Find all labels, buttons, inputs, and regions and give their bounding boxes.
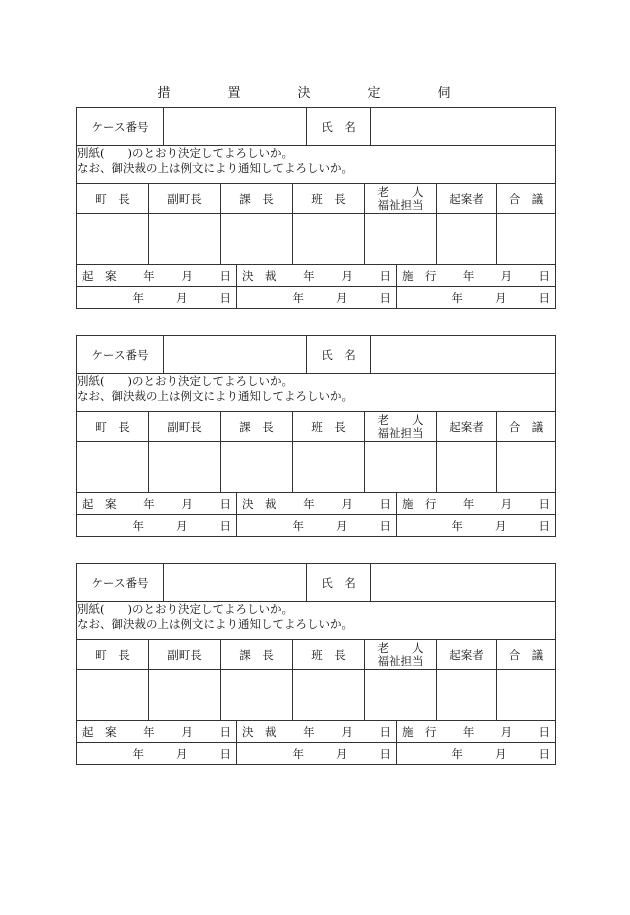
message-line-1: 別紙( )のとおり決定してよろしいか。 <box>77 602 293 616</box>
deputy-mayor-label: 副町長 <box>149 640 221 670</box>
stamp-box-drafter[interactable] <box>437 442 497 493</box>
stamp-box-drafter[interactable] <box>437 670 497 721</box>
consultation-label: 合 議 <box>497 184 556 214</box>
month-label: 月 <box>495 746 507 761</box>
name-label: 氏 名 <box>307 108 371 146</box>
month-label: 月 <box>176 746 188 761</box>
month-label: 月 <box>176 518 188 533</box>
stamp-box-team-leader[interactable] <box>293 670 365 721</box>
enforce-label: 施 行 <box>402 724 437 739</box>
year-label: 年 <box>292 290 304 305</box>
decision-date-2-cell[interactable] <box>237 743 397 765</box>
decision-label: 決 裁 <box>242 496 277 511</box>
year-label: 年 <box>143 268 155 283</box>
header-row <box>76 107 556 146</box>
month-label: 月 <box>495 290 507 305</box>
elder-welfare-label <box>365 412 437 442</box>
team-leader-label: 班 長 <box>293 184 365 214</box>
month-label: 月 <box>181 496 193 511</box>
name-field[interactable] <box>371 564 556 602</box>
day-label: 日 <box>219 268 231 283</box>
draft-date-2-cell[interactable] <box>77 515 237 537</box>
stamp-box-deputy-mayor[interactable] <box>149 670 221 721</box>
month-label: 月 <box>181 268 193 283</box>
day-label: 日 <box>379 290 391 305</box>
day-label: 日 <box>219 724 231 739</box>
day-label: 日 <box>538 268 550 283</box>
elder-welfare-label <box>365 184 437 214</box>
town-mayor-label: 町 長 <box>77 412 149 442</box>
name-label: 氏 名 <box>307 336 371 374</box>
deputy-mayor-label: 副町長 <box>149 412 221 442</box>
stamp-box-elder-welfare[interactable] <box>365 670 437 721</box>
header-row <box>76 335 556 374</box>
elder-welfare-line-1: 老 人 <box>377 640 424 655</box>
drafter-label: 起案者 <box>437 184 497 214</box>
month-label: 月 <box>336 290 348 305</box>
month-label: 月 <box>341 268 353 283</box>
draft-date-2-cell[interactable] <box>77 287 237 309</box>
decision-label: 決 裁 <box>242 724 277 739</box>
approval-form-1 <box>76 107 556 309</box>
approval-form-2 <box>76 335 556 537</box>
decision-date-cell[interactable] <box>237 265 397 287</box>
enforce-label: 施 行 <box>402 496 437 511</box>
month-label: 月 <box>495 518 507 533</box>
month-label: 月 <box>181 724 193 739</box>
consultation-label: 合 議 <box>497 412 556 442</box>
day-label: 日 <box>379 746 391 761</box>
date-grid <box>76 492 556 537</box>
case-number-label: ケース番号 <box>77 108 164 146</box>
day-label: 日 <box>379 724 391 739</box>
day-label: 日 <box>538 496 550 511</box>
case-number-field[interactable] <box>164 108 307 146</box>
name-label: 氏 名 <box>307 564 371 602</box>
case-number-field[interactable] <box>164 564 307 602</box>
draft-label: 起 案 <box>82 724 117 739</box>
elder-welfare-line-2: 福祉担当 <box>377 653 424 668</box>
case-number-label: ケース番号 <box>77 336 164 374</box>
year-label: 年 <box>303 724 315 739</box>
year-label: 年 <box>462 496 475 511</box>
day-label: 日 <box>538 290 550 305</box>
stamp-box-deputy-mayor[interactable] <box>149 442 221 493</box>
name-field[interactable] <box>371 108 556 146</box>
year-label: 年 <box>292 746 304 761</box>
month-label: 月 <box>500 496 513 511</box>
date-grid <box>76 264 556 309</box>
month-label: 月 <box>500 268 513 283</box>
enforce-date-2-cell[interactable] <box>397 287 556 309</box>
year-label: 年 <box>132 746 144 761</box>
enforce-date-2-cell[interactable] <box>397 515 556 537</box>
month-label: 月 <box>336 518 348 533</box>
enforce-date-cell[interactable] <box>397 493 556 515</box>
section-chief-label: 課 長 <box>221 640 293 670</box>
message-cell <box>77 602 556 640</box>
year-label: 年 <box>303 496 315 511</box>
enforce-date-cell[interactable] <box>397 265 556 287</box>
year-label: 年 <box>303 268 315 283</box>
decision-date-2-cell[interactable] <box>237 287 397 309</box>
stamp-box-consultation[interactable] <box>497 442 556 493</box>
year-label: 年 <box>462 724 475 739</box>
decision-label: 決 裁 <box>242 268 277 283</box>
day-label: 日 <box>379 518 391 533</box>
year-label: 年 <box>132 290 144 305</box>
elder-welfare-line-1: 老 人 <box>377 412 424 427</box>
stamp-box-town-mayor[interactable] <box>77 670 149 721</box>
day-label: 日 <box>538 724 550 739</box>
case-number-label: ケース番号 <box>77 564 164 602</box>
stamp-box-consultation[interactable] <box>497 214 556 265</box>
draft-date-cell[interactable] <box>77 265 237 287</box>
message-cell <box>77 374 556 412</box>
day-label: 日 <box>379 268 391 283</box>
year-label: 年 <box>292 518 304 533</box>
name-field[interactable] <box>371 336 556 374</box>
month-label: 月 <box>176 290 188 305</box>
day-label: 日 <box>538 746 550 761</box>
day-label: 日 <box>219 496 231 511</box>
message-line-1: 別紙( )のとおり決定してよろしいか。 <box>77 146 293 160</box>
deputy-mayor-label: 副町長 <box>149 184 221 214</box>
enforce-date-2-cell[interactable] <box>397 743 556 765</box>
stamp-box-section-chief[interactable] <box>221 442 293 493</box>
year-label: 年 <box>451 746 463 761</box>
stamp-box-section-chief[interactable] <box>221 670 293 721</box>
stamp-box-team-leader[interactable] <box>293 214 365 265</box>
year-label: 年 <box>132 518 144 533</box>
draft-date-cell[interactable] <box>77 721 237 743</box>
stamp-box-team-leader[interactable] <box>293 442 365 493</box>
approval-form-3 <box>76 563 556 765</box>
stamp-box-elder-welfare[interactable] <box>365 442 437 493</box>
elder-welfare-line-2: 福祉担当 <box>377 197 424 212</box>
decision-date-cell[interactable] <box>237 721 397 743</box>
stamp-box-consultation[interactable] <box>497 670 556 721</box>
enforce-date-cell[interactable] <box>397 721 556 743</box>
stamp-box-elder-welfare[interactable] <box>365 214 437 265</box>
decision-date-cell[interactable] <box>237 493 397 515</box>
year-label: 年 <box>451 518 463 533</box>
town-mayor-label: 町 長 <box>77 640 149 670</box>
decision-date-2-cell[interactable] <box>237 515 397 537</box>
draft-label: 起 案 <box>82 496 117 511</box>
elder-welfare-label <box>365 640 437 670</box>
header-row <box>76 563 556 602</box>
year-label: 年 <box>462 268 475 283</box>
consultation-label: 合 議 <box>497 640 556 670</box>
month-label: 月 <box>336 746 348 761</box>
message-cell <box>77 146 556 184</box>
drafter-label: 起案者 <box>437 412 497 442</box>
draft-date-2-cell[interactable] <box>77 743 237 765</box>
approval-grid <box>76 145 556 265</box>
draft-label: 起 案 <box>82 268 117 283</box>
approval-grid <box>76 373 556 493</box>
elder-welfare-line-1: 老 人 <box>377 184 424 199</box>
team-leader-label: 班 長 <box>293 412 365 442</box>
town-mayor-label: 町 長 <box>77 184 149 214</box>
stamp-box-drafter[interactable] <box>437 214 497 265</box>
elder-welfare-line-2: 福祉担当 <box>377 425 424 440</box>
stamp-box-deputy-mayor[interactable] <box>149 214 221 265</box>
drafter-label: 起案者 <box>437 640 497 670</box>
day-label: 日 <box>538 518 550 533</box>
day-label: 日 <box>219 746 231 761</box>
month-label: 月 <box>341 724 353 739</box>
month-label: 月 <box>500 724 513 739</box>
month-label: 月 <box>341 496 353 511</box>
message-line-2: なお、御決裁の上は例文により通知してよろしいか。 <box>77 161 353 175</box>
draft-date-cell[interactable] <box>77 493 237 515</box>
section-chief-label: 課 長 <box>221 184 293 214</box>
date-grid <box>76 720 556 765</box>
year-label: 年 <box>451 290 463 305</box>
enforce-label: 施 行 <box>402 268 437 283</box>
stamp-box-section-chief[interactable] <box>221 214 293 265</box>
message-line-2: なお、御決裁の上は例文により通知してよろしいか。 <box>77 617 353 631</box>
page-title: 措 置 決 定 伺 <box>157 86 473 101</box>
section-chief-label: 課 長 <box>221 412 293 442</box>
day-label: 日 <box>219 518 231 533</box>
year-label: 年 <box>143 724 155 739</box>
case-number-field[interactable] <box>164 336 307 374</box>
stamp-box-town-mayor[interactable] <box>77 442 149 493</box>
message-line-1: 別紙( )のとおり決定してよろしいか。 <box>77 374 293 388</box>
approval-grid <box>76 601 556 721</box>
stamp-box-town-mayor[interactable] <box>77 214 149 265</box>
team-leader-label: 班 長 <box>293 640 365 670</box>
day-label: 日 <box>219 290 231 305</box>
year-label: 年 <box>143 496 155 511</box>
message-line-2: なお、御決裁の上は例文により通知してよろしいか。 <box>77 389 353 403</box>
day-label: 日 <box>379 496 391 511</box>
